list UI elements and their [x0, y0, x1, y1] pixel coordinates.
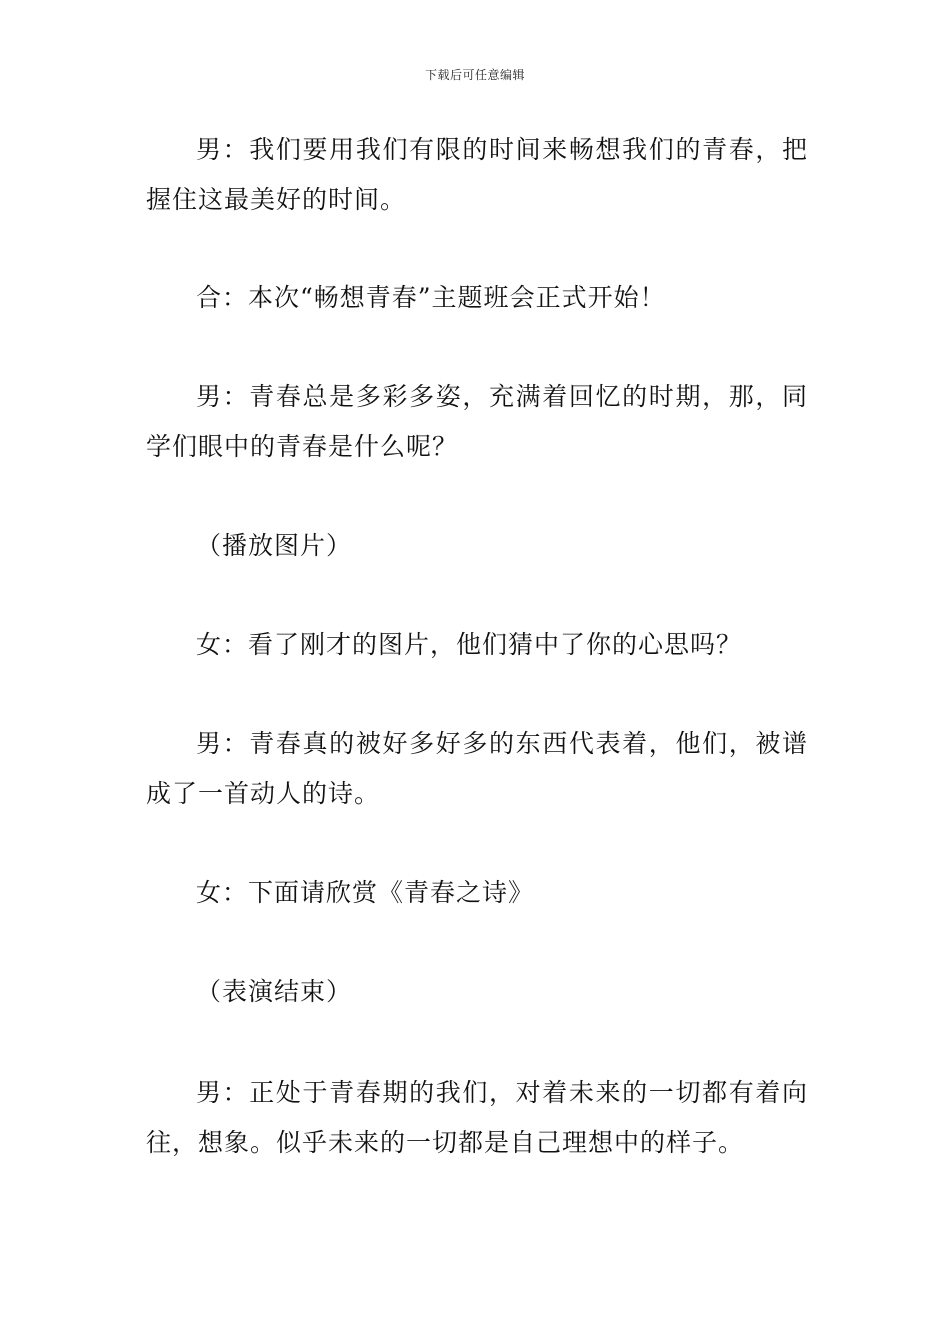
paragraph-female-2: 女：下面请欣赏《青春之诗》	[196, 878, 535, 907]
paragraph-female-1: 女：看了刚才的图片，他们猜中了你的心思吗？	[196, 630, 743, 659]
paragraph-male-2: 男：青春总是多彩多姿，充满着回忆的时期，那，同学们眼中的青春是什么呢？	[146, 382, 808, 461]
stage-direction-performance-end: （表演结束）	[196, 977, 353, 1006]
stage-direction-play-pictures: （播放图片）	[196, 531, 353, 560]
paragraph-chorus: 合：本次“畅想青春”主题班会正式开始！	[196, 283, 666, 312]
paragraph-male-1: 男：我们要用我们有限的时间来畅想我们的青春，把握住这最美好的时间。	[146, 135, 808, 214]
paragraph-male-4: 男：正处于青春期的我们，对着未来的一切都有着向往，想象。似乎未来的一切都是自己理想中的样子。	[146, 1078, 808, 1157]
header-note: 下载后可任意编辑	[424, 68, 525, 82]
paragraph-male-3: 男：青春真的被好多好多的东西代表着，他们，被谱成了一首动人的诗。	[146, 729, 808, 808]
